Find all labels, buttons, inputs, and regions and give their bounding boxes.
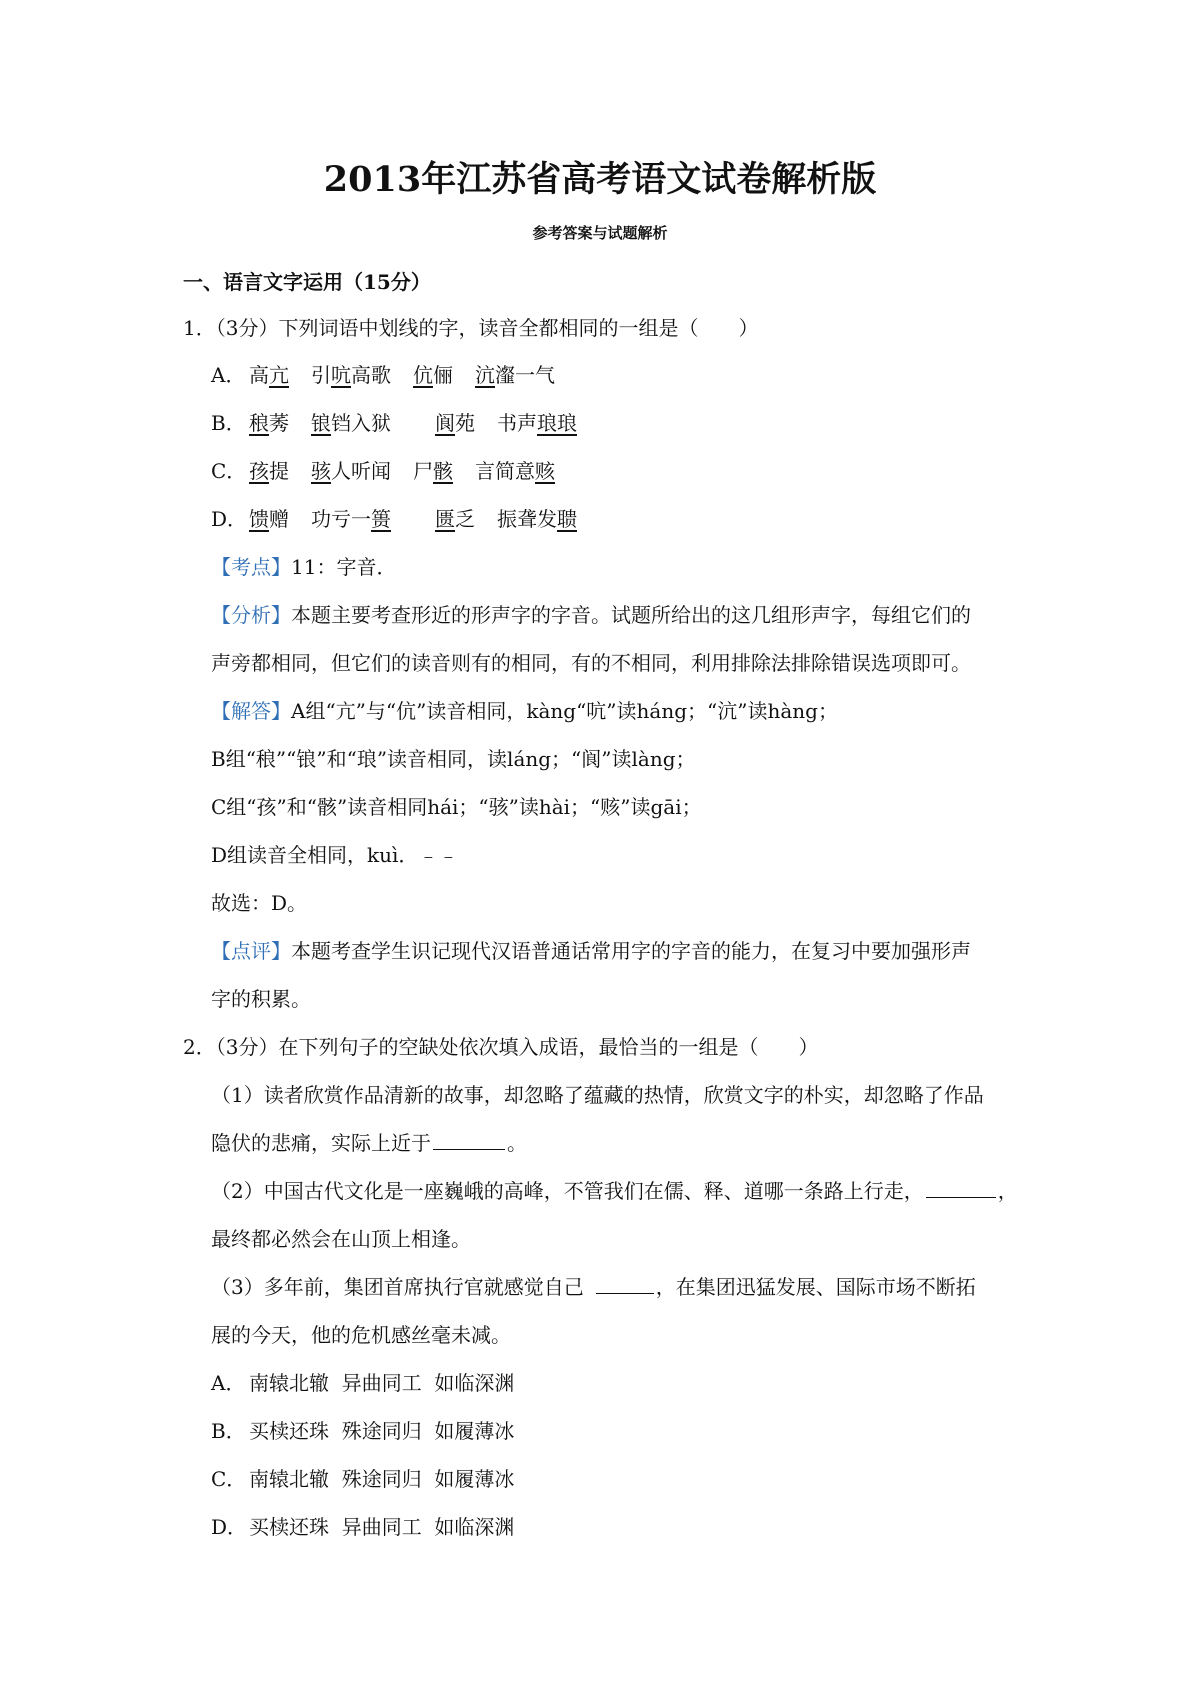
q2-option-b: B． 买椟还珠 殊途同归 如履薄冰: [211, 1419, 515, 1443]
q1-guxuan: 故选：D。: [211, 891, 308, 915]
q1-jieda-line1: 【解答】A组“亢”与“伉”读音相同，kàng“吭”读háng；“沆”读hàng；: [211, 699, 838, 723]
q1-kaodian: 【考点】11：字音．: [211, 555, 397, 579]
fenxi-tag: 【分析】: [211, 603, 291, 627]
answer-blank-1: [433, 1129, 505, 1150]
q1-jieda-line2: B组“稂”“锒”和“琅”读音相同，读láng；“阆”读làng；: [211, 747, 696, 771]
q1-fenxi-line2: 声旁都相同，但它们的读音则有的相同，有的不相同，利用排除法排除错误选项即可。: [211, 651, 971, 675]
q2-sentence2-line1: （2）中国古代文化是一座巍峨的高峰，不管我们在儒、释、道哪一条路上行走， ，: [211, 1179, 1018, 1203]
q2-sentence3-line2: 展的今天，他的危机感丝毫未减。: [211, 1323, 511, 1347]
q1-option-b: B． 稂莠 锒铛入狱 阆苑 书声琅琅: [211, 411, 577, 435]
section-heading: 一、语言文字运用（15分）: [183, 270, 431, 294]
q1-option-a: A． 高亢 引吭高歌 伉俪 沆瀣一气: [211, 363, 555, 387]
q2-option-c: C． 南辕北辙 殊途同归 如履薄冰: [211, 1467, 515, 1491]
q2-sentence1-line2: 隐伏的悲痛，实际上近于 。: [211, 1131, 527, 1155]
q1-dianping-line2: 字的积累。: [211, 987, 311, 1011]
answer-blank-2: [926, 1177, 996, 1198]
q2-option-a: A． 南辕北辙 异曲同工 如临深渊: [211, 1371, 515, 1395]
q2-sentence1-line1: （1）读者欣赏作品清新的故事，却忽略了蕴藏的热情，欣赏文字的朴实，却忽略了作品: [211, 1083, 984, 1107]
q1-option-d: D．馈赠 功亏一篑 匮乏 振聋发聩: [211, 507, 577, 531]
q2-option-d: D．买椟还珠 异曲同工 如临深渊: [211, 1515, 515, 1539]
q1-stem: 1．（3分）下列词语中划线的字，读音全都相同的一组是（ ）: [183, 316, 759, 340]
q1-jieda-line4: D组读音全相同，kuì．﹣﹣: [211, 843, 459, 867]
q2-sentence2-line2: 最终都必然会在山顶上相逢。: [211, 1227, 471, 1251]
page-subtitle: 参考答案与试题解析: [532, 224, 668, 242]
page-title: 2013年江苏省高考语文试卷解析版: [323, 159, 877, 200]
kaodian-tag: 【考点】: [211, 555, 291, 579]
q1-dianping-line1: 【点评】本题考查学生识记现代汉语普通话常用字的字音的能力，在复习中要加强形声: [211, 939, 971, 963]
q2-sentence3-line1: （3）多年前，集团首席执行官就感觉自己 ，在集团迅猛发展、国际市场不断拓: [211, 1275, 976, 1299]
q1-option-c: C． 孩提 骇人听闻 尸骸 言简意赅: [211, 459, 555, 483]
dianping-tag: 【点评】: [211, 939, 291, 963]
q2-stem: 2．（3分）在下列句子的空缺处依次填入成语，最恰当的一组是（ ）: [183, 1035, 819, 1059]
answer-blank-3: [596, 1273, 654, 1294]
q1-jieda-line3: C组“孩”和“骸”读音相同hái；“骇”读hài；“赅”读gāi；: [211, 795, 702, 819]
jieda-tag: 【解答】: [211, 699, 291, 723]
q1-fenxi-line1: 【分析】本题主要考查形近的形声字的字音。试题所给出的这几组形声字，每组它们的: [211, 603, 971, 627]
